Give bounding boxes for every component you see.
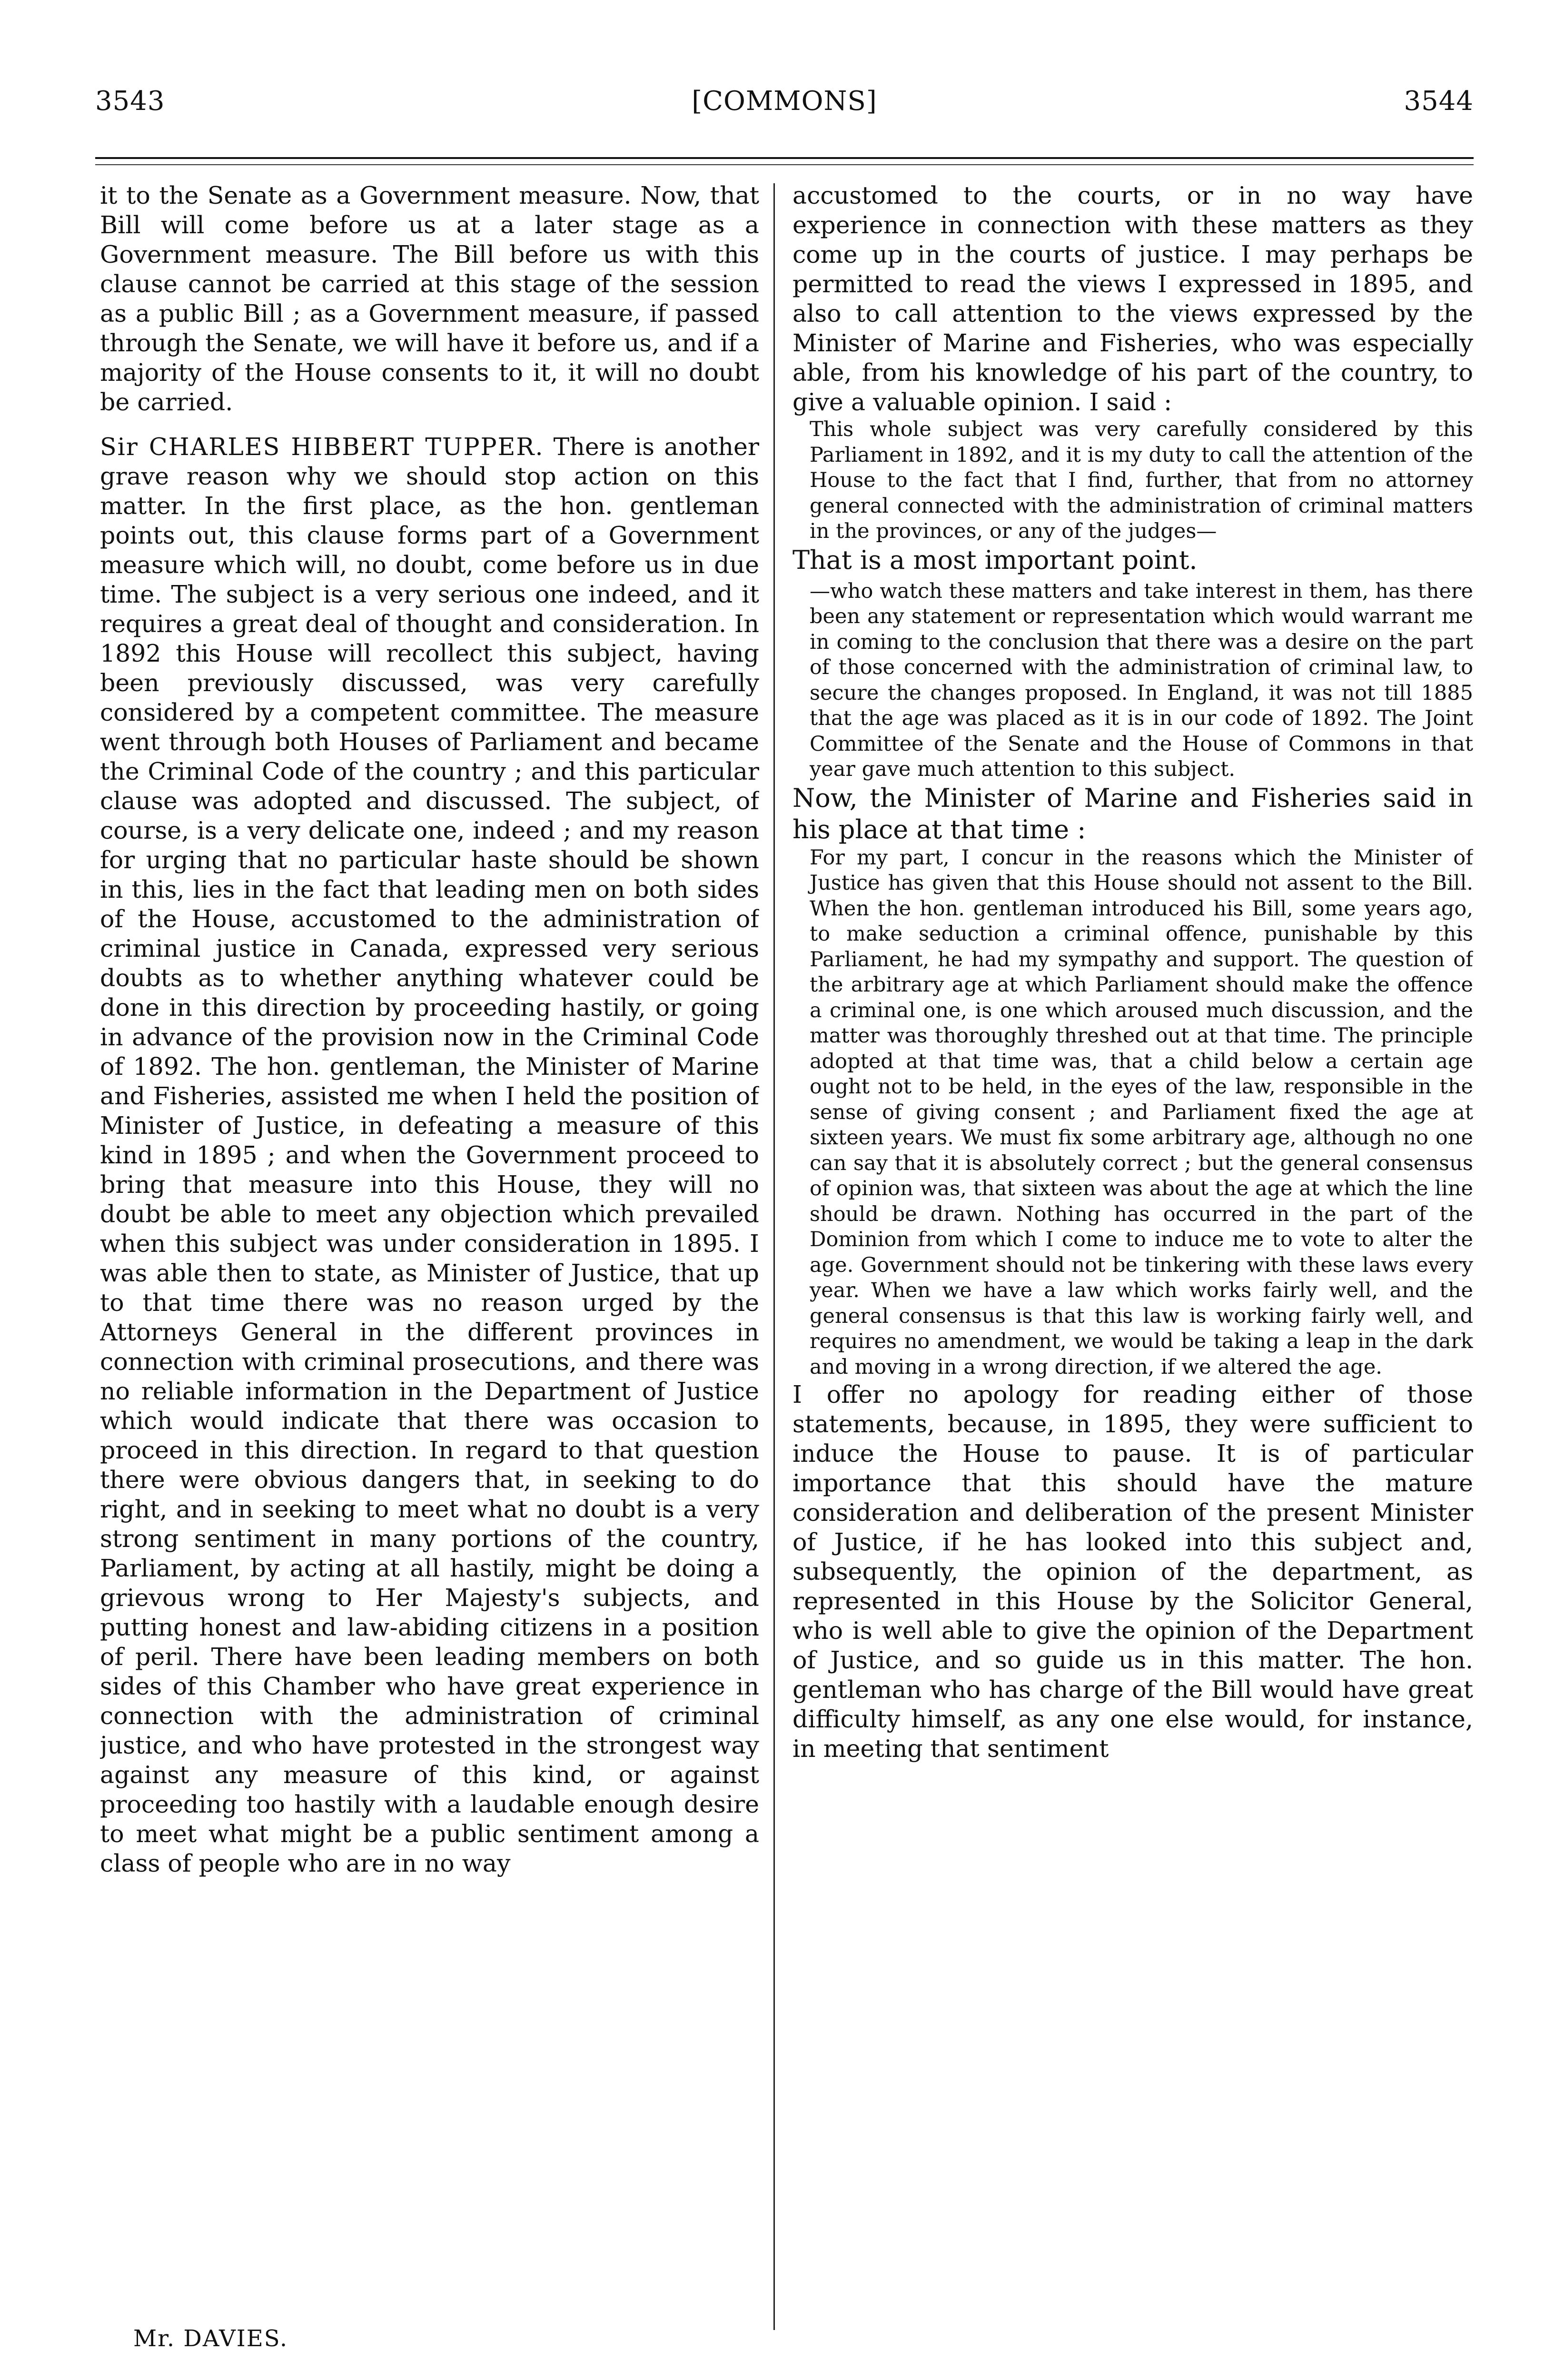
- header-rule: [95, 157, 1474, 159]
- right-column: [792, 181, 1473, 2351]
- block-quote: This whole subject was very carefully considered by this Parliament in 1892, and it is my duty to call the attention of the House to the fact that I find, further, that from no attorney general connected with the administration of criminal matters in the provinces, or any of the judges—: [810, 417, 1473, 543]
- paragraph: I offer no apology for reading either of those statements, because, in 1895, they were sufficient to induce the House to pause. It is of particular importance that this should have the mature consideration and deliberation of the present Minister of Justice, if he has looked into this subject and, subsequently, the opinion of the department, as represented in this House by the Solicitor General, who is well able to give the opinion of the Department of Justice, and so guide us in this matter. The hon. gentleman who has charge of the Bill would have great difficulty himself, as any one else would, for instance, in meeting that sentiment: [792, 1380, 1473, 1763]
- header-rule-thin: [95, 164, 1474, 165]
- speech-paragraph: [100, 432, 759, 1878]
- block-quote: —who watch these matters and take interest in them, has there been any statement or representation which would warrant me in coming to the conclusion that there was a desire on the part of those concerned with the administration of criminal law, to secure the changes proposed. In England, it was not till 1885 that the age was placed as it is in our code of 1892. The Joint Committee of the Senate and the House of Commons in that year gave much attention to this subject.: [810, 579, 1473, 781]
- column-divider: [773, 183, 775, 2330]
- speaker-name: Sir CHARLES HIBBERT TUPPER.: [100, 433, 544, 461]
- page-number-left: 3543: [95, 86, 165, 117]
- paragraph: accustomed to the courts, or in no way have experience in connection with these matters as they come up in the courts of justice. I may perhaps be permitted to read the views I expressed in 1895, and also to call attention to the views expressed by the Minister of Marine and Fisheries, who was especially able, from his knowledge of his part of the country, to give a valuable opinion. I said :: [792, 181, 1473, 416]
- footer-speaker: Mr. DAVIES.: [133, 2325, 288, 2352]
- page-header: [95, 86, 1474, 129]
- paragraph: Now, the Minister of Marine and Fisheries said in his place at that time :: [792, 783, 1473, 844]
- page-number-right: 3544: [1404, 86, 1474, 117]
- interjection: That is a most important point.: [792, 545, 1198, 575]
- left-column: [100, 181, 759, 2351]
- speech-text: There is another grave reason why we should stop action on this matter. In the first place, as the hon. gentleman points out, this clause forms part of a Government measure which will, no doubt, come before us in due time. The subject is a very serious one indeed, and it requires a great deal of thought and consideration. In 1892 this House will recollect this subject, having been previously discussed, was very carefully considered by a competent committee. The measure went through both Houses of Parliament and became the Criminal Code of the country ; and this particular clause was adopted and discussed. The subject, of course, is a very delicate one, indeed ; and my reason for urging that no particular haste should be shown in this, lies in the fact that leading men on both sides of the House, accustomed to the administration of criminal justice in Canada, expressed very serious doubts as to whether anything whatever could be done in this direction by proceeding hastily, or going in advance of the provision now in the Criminal Code of 1892. The hon. gentleman, the Minister of Marine and Fisheries, assisted me when I held the position of Minister of Justice, in defeating a measure of this kind in 1895 ; and when the Government proceed to bring that measure into this House, they will no doubt be able to meet any objection which prevailed when this subject was under consideration in 1895. I was able then to state, as Minister of Justice, that up to that time there was no reason urged by the Attorneys General in the different provinces in connection with criminal prosecutions, and there was no reliable information in the Department of Justice which would indicate that there was occasion to proceed in this direction. In regard to that question there were obvious dangers that, in seeking to do right, and in seeking to meet what no doubt is a very strong sentiment in many portions of the country, Parliament, by acting at all hastily, might be doing a grievous wrong to Her Majesty's subjects, and putting honest and law-abiding citizens in a position of peril. There have been leading members on both sides of this Chamber who have great experience in connection with the administration of criminal justice, and who have protested in the strongest way against any measure of this kind, or against proceeding too hastily with a laudable enough desire to meet what might be a public sentiment among a class of people who are in no way: [100, 433, 759, 1877]
- running-title: [COMMONS]: [692, 86, 877, 117]
- paragraph: it to the Senate as a Government measure. Now, that Bill will come before us at a later stage as a Government measure. The Bill before us with this clause cannot be carried at this stage of the session as a public Bill ; as a Government measure, if passed through the Senate, we will have it before us, and if a majority of the House consents to it, it will no doubt be carried.: [100, 181, 759, 416]
- block-quote: For my part, I concur in the reasons which the Minister of Justice has given that this House should not assent to the Bill. When the hon. gentleman introduced his Bill, some years ago, to make seduction a criminal offence, punishable by this Parliament, he had my sympathy and support. The question of the arbitrary age at which Parliament should make the offence a criminal one, is one which aroused much discussion, and the matter was thoroughly threshed out at that time. The principle adopted at that time was, that a child below a certain age ought not to be held, in the eyes of the law, responsible in the sense of giving consent ; and Parliament fixed the age at sixteen years. We must fix some arbitrary age, although no one can say that it is absolutely correct ; but the general consensus of opinion was, that sixteen was about the age at which the line should be drawn. Nothing has occurred in the part of the Dominion from which I come to induce me to vote to alter the age. Government should not be tinkering with these laws every year. When we have a law which works fairly well, and the general consensus is that this law is working fairly well, and requires no amendment, we would be taking a leap in the dark and moving in a wrong direction, if we altered the age.: [810, 845, 1473, 1379]
